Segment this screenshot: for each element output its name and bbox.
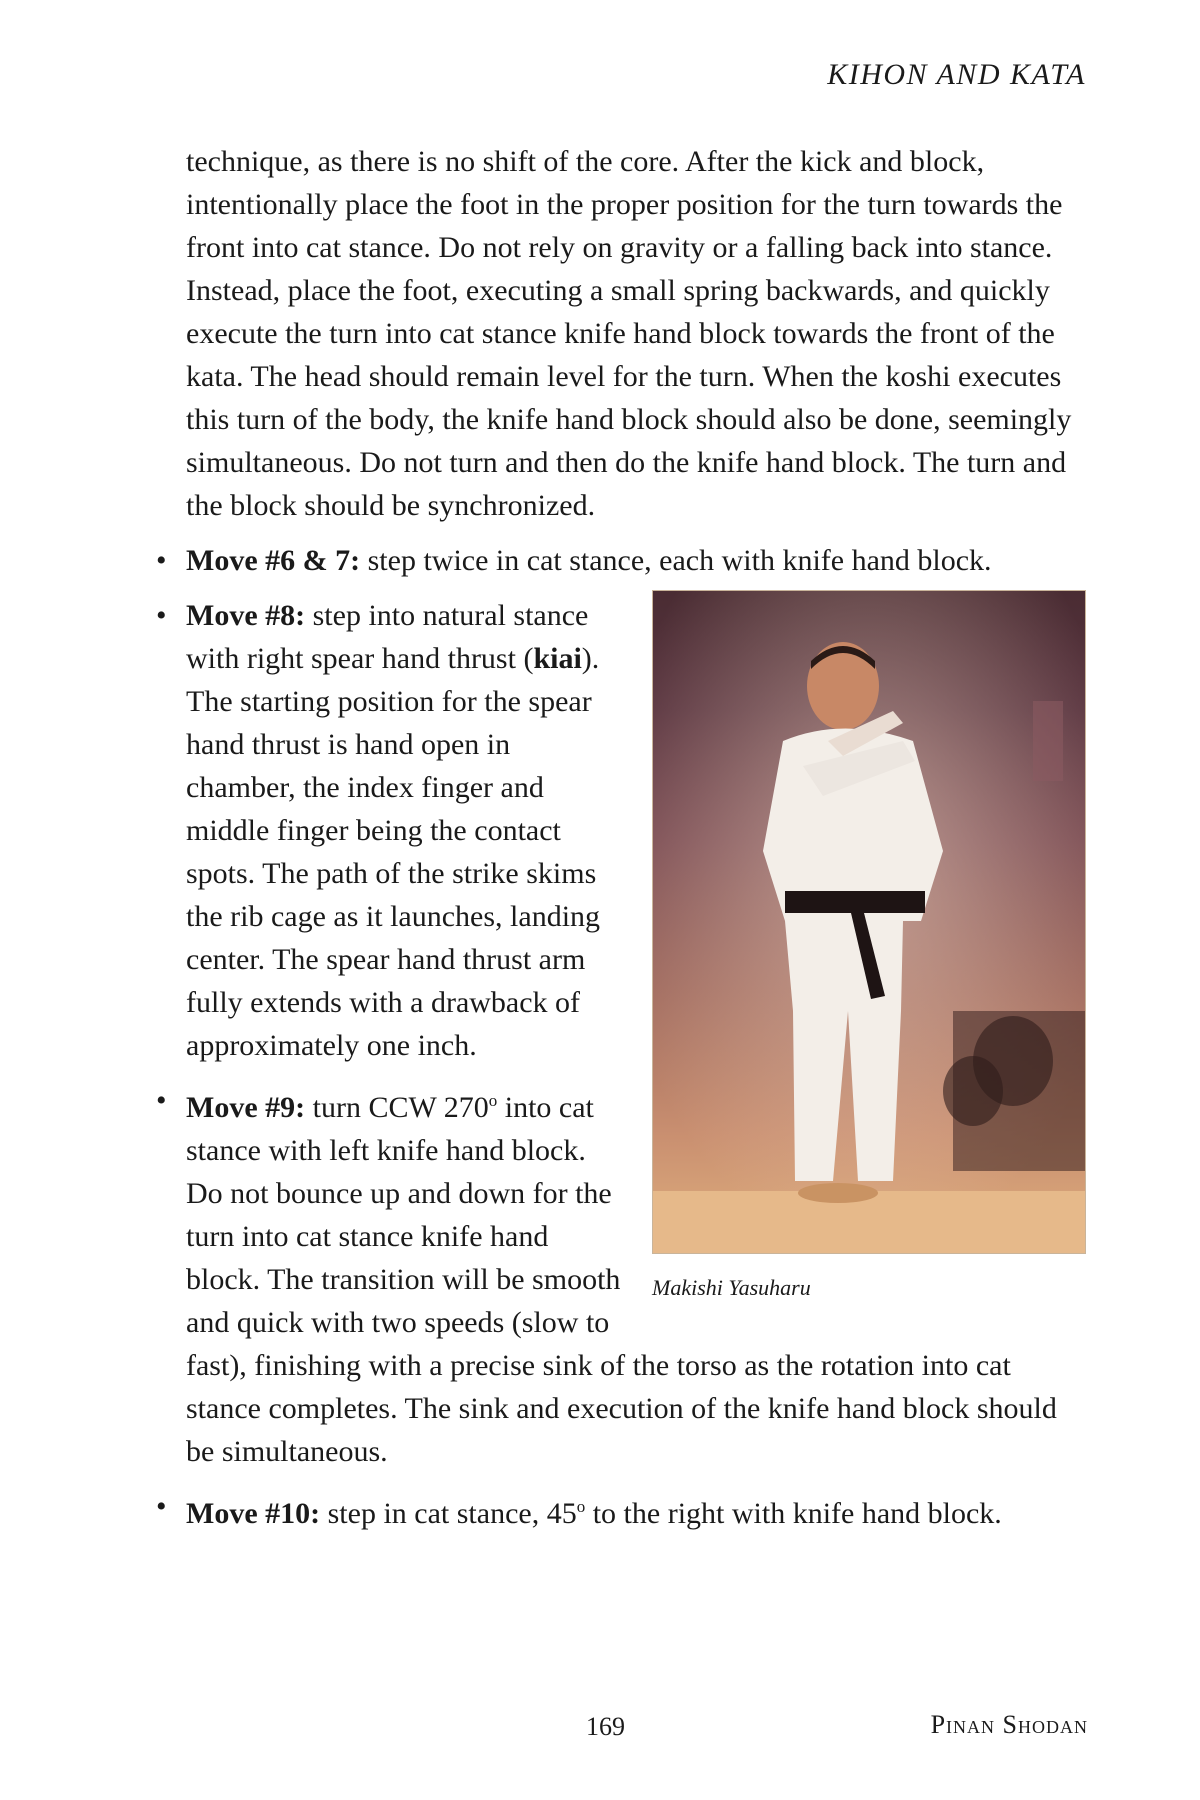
list-item-move-9 (156, 1079, 1086, 1473)
move-label: Move #6 & 7: (186, 544, 361, 577)
running-head: KIHON AND KATA (827, 58, 1086, 91)
figure-caption: Makishi Yasuharu (652, 1275, 811, 1300)
intro-paragraph: technique, as there is no shift of the core. After the kick and block, intentionally place the foot in the proper position for the turn towards the front into cat stance. Do not rely on gravity or a falling back into stance. Instead, place the foot, executing a small spring backwards, and quickly execute the turn into cat stance knife hand block towards the front of the kata. The head should remain level for the turn. When the koshi executes this turn of the body, the knife hand block should also be done, seemingly simultaneous. Do not turn and then do the knife hand block. The turn and the block should be synchronized. (186, 145, 1072, 522)
move-text: turn CCW 270 (305, 1091, 489, 1124)
list-item-move-10 (156, 1485, 1086, 1535)
bullet-icon: • (156, 1084, 167, 1117)
move-text: step twice in cat stance, each with knife hand block. (360, 544, 992, 577)
move-text: step into natural stance with right spear hand thrust ( (186, 599, 589, 675)
kiai-term: kiai (533, 642, 582, 675)
list-item-move-8 (156, 594, 1086, 1067)
degree-symbol: o (576, 1497, 586, 1516)
move-text: step in cat stance, 45 (320, 1497, 577, 1530)
page-number: 169 (586, 1712, 625, 1741)
move-text: ). The starting position for the spear hand thrust is hand open in chamber, the index finger and middle finger being the contact spots. The path of the strike skims the rib cage as it launches, landing center. The spear hand thrust arm fully extends with a drawback of approximately one inch. (186, 642, 601, 1062)
bullet-icon: • (156, 599, 167, 632)
section-title: Pinan Shodan (930, 1710, 1088, 1739)
body-text (156, 140, 1086, 1535)
move-label: Move #9: (186, 1091, 306, 1124)
move-text: to the right with knife hand block. (585, 1497, 1002, 1530)
bullet-icon: • (156, 544, 167, 577)
move-text: into cat stance with left knife hand block. Do not bounce up and down for the turn into cat stance knife hand block. The transition will be smooth and quick with two speeds (slow to fast), finishing with a precise sink of the torso as the rotation into cat stance completes. The sink and execution of the knife hand block should be simultaneous. (186, 1091, 1057, 1468)
move-label: Move #10: (186, 1497, 321, 1530)
degree-symbol: o (488, 1091, 498, 1110)
bullet-icon: • (156, 1490, 167, 1523)
move-label: Move #8: (186, 599, 306, 632)
list-item-move-6-7 (156, 539, 1086, 582)
